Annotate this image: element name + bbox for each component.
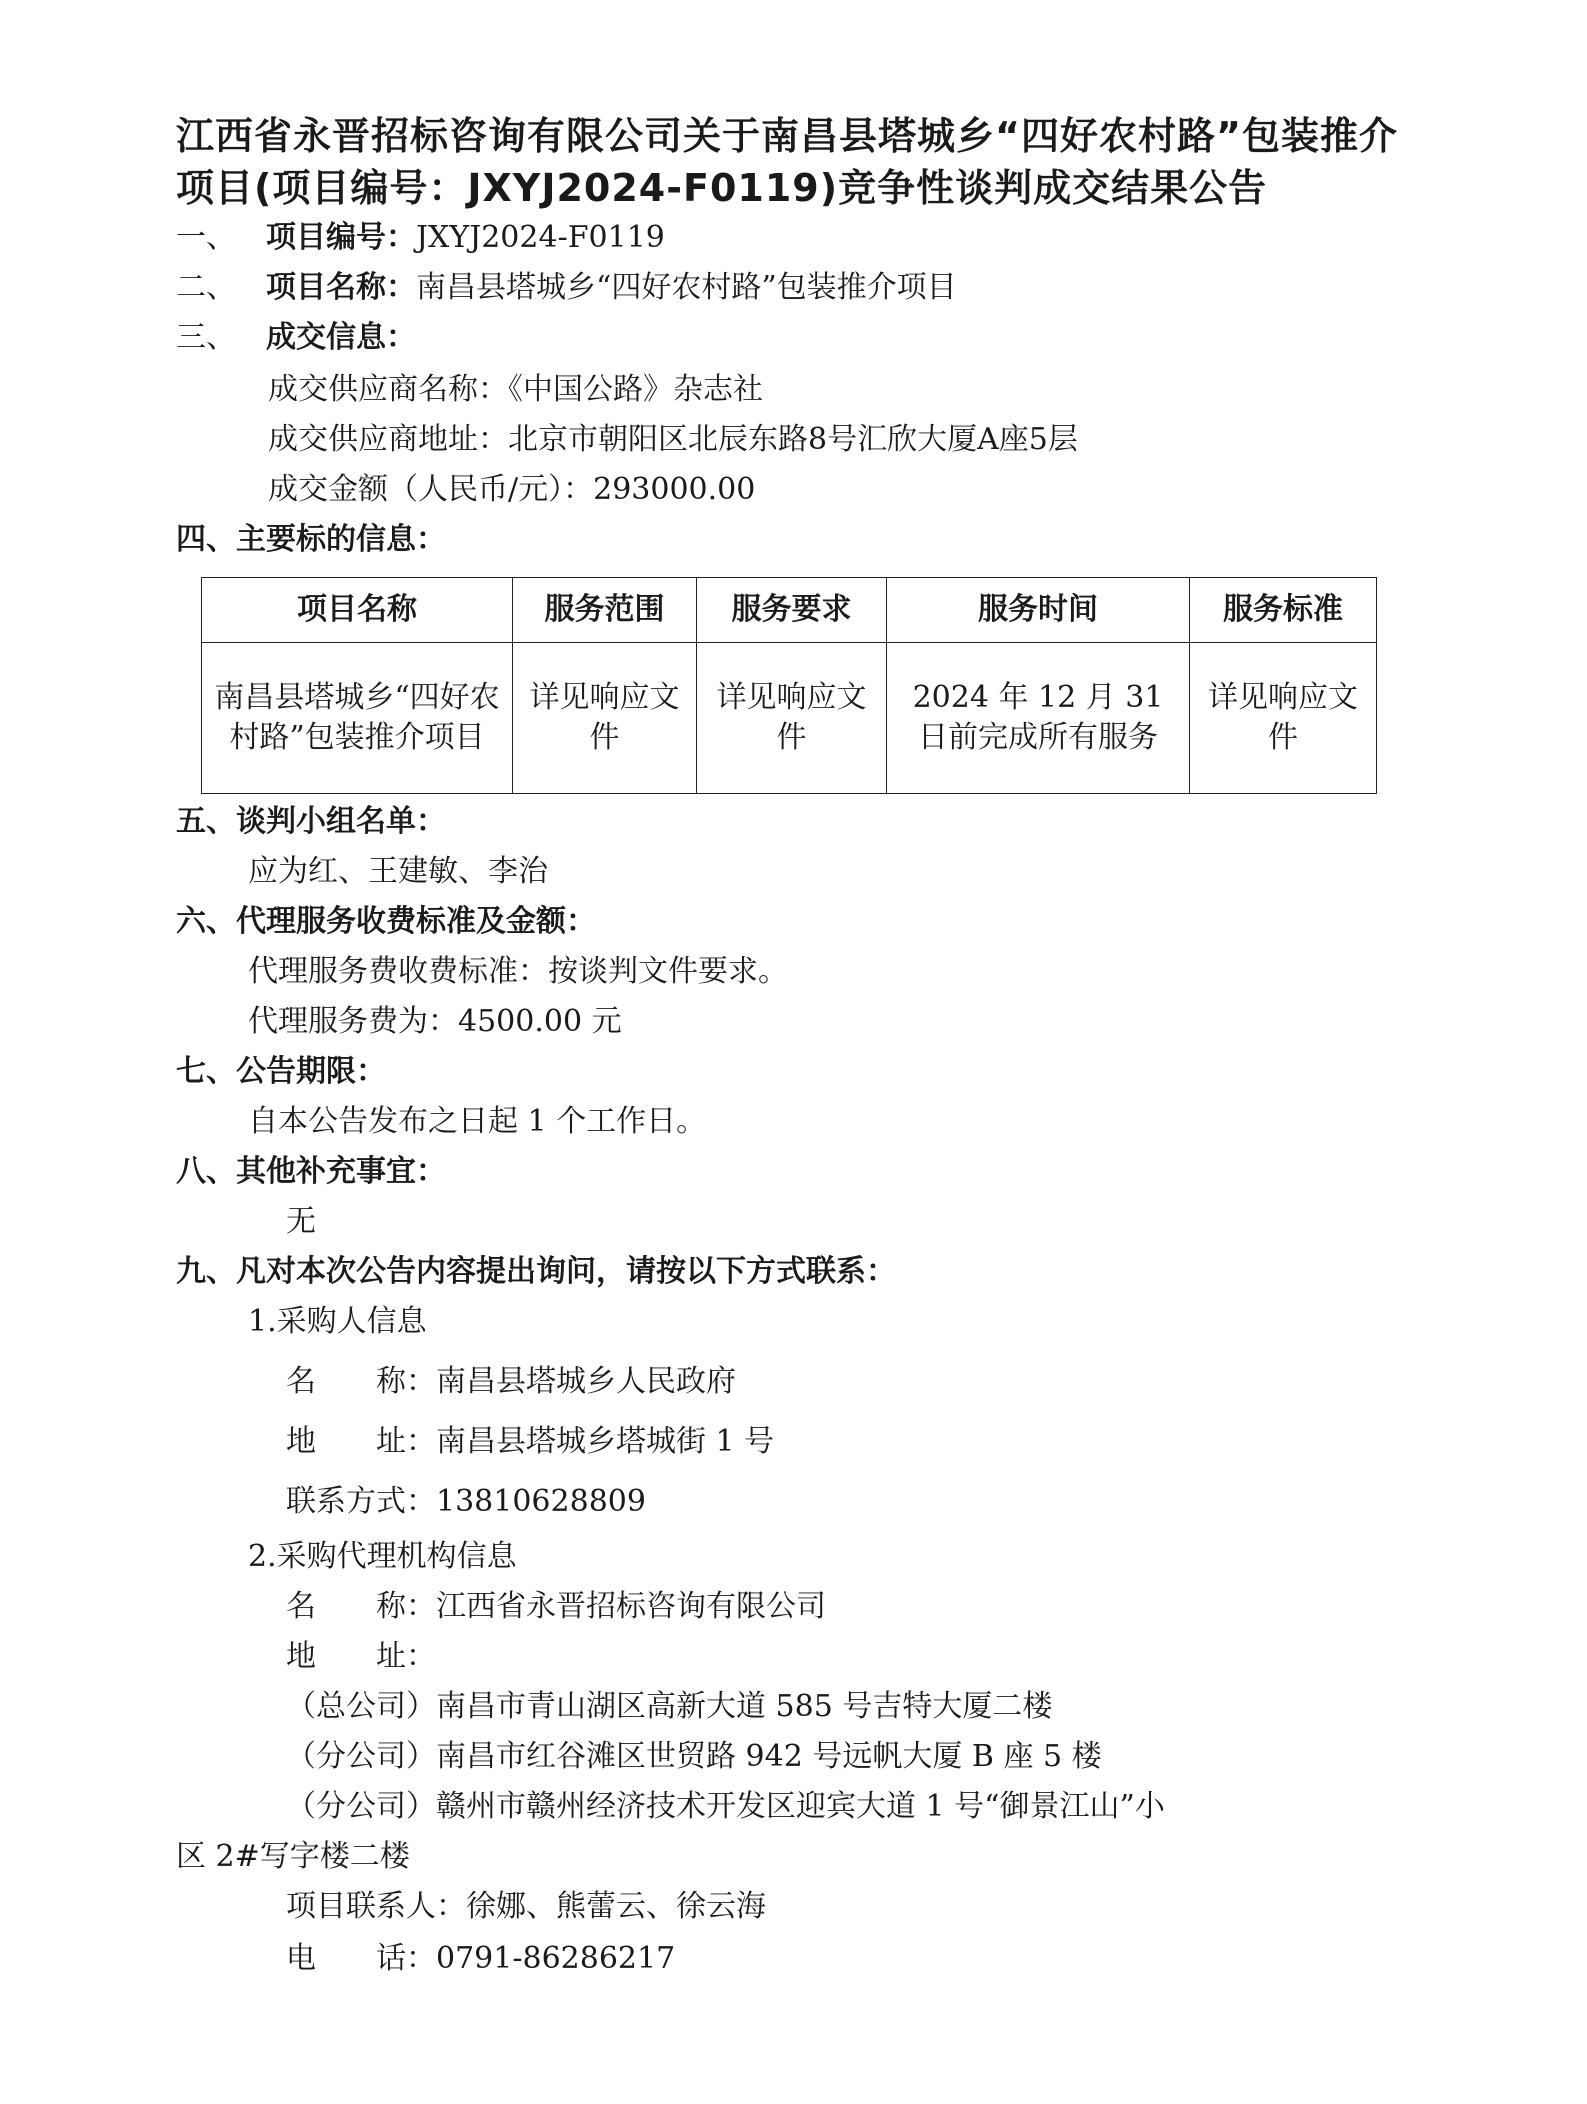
project-number-value: JXYJ2024-F0119 (416, 220, 665, 255)
section-other-heading: 八、其他补充事宜： (176, 1154, 446, 1189)
agency-address-branch-1: （分公司）南昌市红谷滩区世贸路 942 号远帆大厦 B 座 5 楼 (286, 1739, 1102, 1774)
table-cell: 详见响应文件 (697, 643, 887, 794)
header-cell: 服务时间 (887, 578, 1190, 643)
table-cell: 详见响应文件 (1190, 643, 1377, 794)
section-label: 项目名称： (266, 270, 416, 305)
purchaser-contact-value: 13810628809 (436, 1484, 646, 1519)
purchaser-name-value: 南昌县塔城乡人民政府 (436, 1364, 736, 1399)
section-number: 二、 (176, 270, 236, 305)
other-text: 无 (286, 1204, 316, 1239)
agency-name-value: 江西省永晋招标咨询有限公司 (436, 1589, 826, 1624)
page-title: 江西省永晋招标咨询有限公司关于南昌县塔城乡“四好农村路”包装推介项目(项目编号：JXYJ2024-F0119)竞争性谈判成交结果公告 (176, 114, 1398, 210)
agency-phone-value: 0791-86286217 (436, 1941, 676, 1976)
agency-name (286, 1587, 826, 1627)
header-cell: 服务要求 (697, 578, 887, 643)
section-deal-info (176, 318, 416, 358)
table-row (202, 643, 1377, 794)
agency-title: 2.采购代理机构信息 (248, 1539, 517, 1574)
supplier-name: 成交供应商名称：《中国公路》杂志社 (268, 372, 763, 407)
purchaser-contact (286, 1482, 646, 1522)
section-period-heading: 七、公告期限： (176, 1054, 386, 1089)
agency-address-hq: （总公司）南昌市青山湖区高新大道 585 号吉特大厦二楼 (286, 1689, 1053, 1724)
agency-phone (286, 1939, 675, 1979)
section-panel-heading: 五、谈判小组名单： (176, 804, 446, 839)
agency-address-branch-2-cont: 区 2#写字楼二楼 (176, 1839, 410, 1874)
section-fee-heading: 六、代理服务收费标准及金额： (176, 904, 596, 939)
fee-amount: 代理服务费为：4500.00 元 (248, 1004, 622, 1039)
purchaser-address-value: 南昌县塔城乡塔城街 1 号 (436, 1424, 775, 1459)
agency-address-branch-2: （分公司）赣州市赣州经济技术开发区迎宾大道 1 号“御景江山”小 (286, 1789, 1165, 1824)
period-text: 自本公告发布之日起 1 个工作日。 (248, 1104, 707, 1139)
section-number: 一、 (176, 220, 236, 255)
fee-standard: 代理服务费收费标准：按谈判文件要求。 (248, 954, 788, 989)
purchaser-name-label: 名 称： (286, 1364, 436, 1399)
agency-phone-label: 电 话： (286, 1941, 436, 1976)
table-cell: 南昌县塔城乡“四好农村路”包装推介项目 (202, 643, 513, 794)
purchaser-title: 1.采购人信息 (248, 1304, 427, 1339)
table-cell: 2024 年 12 月 31 日前完成所有服务 (887, 643, 1190, 794)
section-number: 三、 (176, 320, 236, 355)
agency-name-label: 名 称： (286, 1589, 436, 1624)
panel-members: 应为红、王建敏、李治 (248, 854, 548, 889)
section-label: 成交信息： (266, 320, 416, 355)
project-name-value: 南昌县塔城乡“四好农村路”包装推介项目 (416, 270, 957, 305)
section-label: 项目编号： (266, 220, 416, 255)
subject-info-table (201, 577, 1377, 794)
purchaser-address-label: 地 址： (286, 1424, 436, 1459)
header-cell: 项目名称 (202, 578, 513, 643)
section-contact-heading: 九、凡对本次公告内容提出询问，请按以下方式联系： (176, 1254, 896, 1289)
section-project-name (176, 268, 957, 308)
purchaser-name (286, 1362, 736, 1402)
table-cell: 详见响应文件 (513, 643, 697, 794)
purchaser-address (286, 1422, 774, 1462)
header-cell: 服务标准 (1190, 578, 1377, 643)
deal-amount: 成交金额（人民币/元）：293000.00 (268, 472, 756, 507)
agency-address-label: 地 址： (286, 1639, 436, 1674)
purchaser-contact-label: 联系方式： (286, 1484, 436, 1519)
table-header-row (202, 578, 1377, 643)
section-main-subject-heading: 四、主要标的信息： (176, 522, 446, 557)
supplier-address: 成交供应商地址：北京市朝阳区北辰东路8号汇欣大厦A座5层 (268, 422, 1078, 457)
agency-contact-person: 项目联系人：徐娜、熊蕾云、徐云海 (286, 1889, 766, 1924)
section-project-number (176, 218, 665, 258)
header-cell: 服务范围 (513, 578, 697, 643)
